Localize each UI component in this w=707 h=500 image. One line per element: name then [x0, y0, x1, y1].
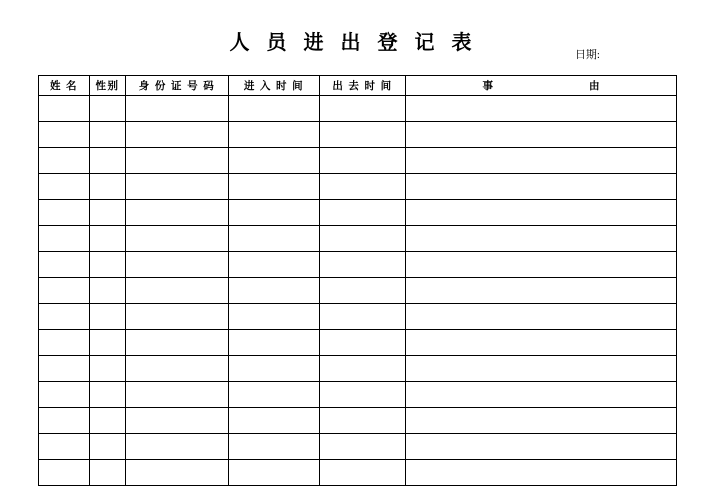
cell-time-out[interactable] [320, 356, 406, 382]
cell-time-in[interactable] [229, 434, 320, 460]
cell-time-in[interactable] [229, 278, 320, 304]
cell-time-in[interactable] [229, 226, 320, 252]
cell-time-in[interactable] [229, 382, 320, 408]
cell-time-out[interactable] [320, 460, 406, 486]
cell-reason[interactable] [406, 252, 677, 278]
cell-reason[interactable] [406, 330, 677, 356]
table-row [39, 122, 677, 148]
cell-name[interactable] [39, 356, 90, 382]
table-row [39, 174, 677, 200]
table-row [39, 148, 677, 174]
cell-name[interactable] [39, 122, 90, 148]
cell-name[interactable] [39, 200, 90, 226]
column-header-time-out: 出 去 时 间 [320, 76, 406, 96]
reason-header-inner [406, 78, 676, 93]
cell-sex[interactable] [90, 382, 126, 408]
cell-time-in[interactable] [229, 252, 320, 278]
table-row [39, 408, 677, 434]
cell-time-in[interactable] [229, 408, 320, 434]
cell-sex[interactable] [90, 330, 126, 356]
cell-time-out[interactable] [320, 304, 406, 330]
registration-table [38, 75, 677, 486]
cell-id-number[interactable] [126, 122, 229, 148]
cell-id-number[interactable] [126, 278, 229, 304]
cell-sex[interactable] [90, 96, 126, 122]
cell-time-out[interactable] [320, 226, 406, 252]
cell-sex[interactable] [90, 252, 126, 278]
table-row [39, 96, 677, 122]
cell-time-in[interactable] [229, 174, 320, 200]
cell-id-number[interactable] [126, 174, 229, 200]
cell-reason[interactable] [406, 304, 677, 330]
cell-sex[interactable] [90, 174, 126, 200]
cell-time-out[interactable] [320, 148, 406, 174]
cell-time-out[interactable] [320, 122, 406, 148]
cell-time-in[interactable] [229, 304, 320, 330]
cell-name[interactable] [39, 174, 90, 200]
table-row [39, 278, 677, 304]
cell-sex[interactable] [90, 434, 126, 460]
column-header-time-in: 进 入 时 间 [229, 76, 320, 96]
cell-time-out[interactable] [320, 252, 406, 278]
cell-id-number[interactable] [126, 148, 229, 174]
column-header-reason-right: 由 [589, 81, 600, 92]
cell-reason[interactable] [406, 226, 677, 252]
cell-id-number[interactable] [126, 408, 229, 434]
cell-id-number[interactable] [126, 330, 229, 356]
cell-id-number[interactable] [126, 382, 229, 408]
column-header-reason-left: 事 [482, 81, 493, 92]
cell-time-in[interactable] [229, 122, 320, 148]
cell-reason[interactable] [406, 148, 677, 174]
table-row [39, 304, 677, 330]
cell-time-out[interactable] [320, 96, 406, 122]
cell-time-in[interactable] [229, 356, 320, 382]
cell-sex[interactable] [90, 226, 126, 252]
cell-sex[interactable] [90, 278, 126, 304]
cell-id-number[interactable] [126, 460, 229, 486]
page-title: 人 员 进 出 登 记 表 [229, 32, 478, 54]
date-label: 日期: [574, 49, 600, 61]
cell-name[interactable] [39, 96, 90, 122]
cell-reason[interactable] [406, 434, 677, 460]
cell-id-number[interactable] [126, 356, 229, 382]
cell-name[interactable] [39, 304, 90, 330]
cell-sex[interactable] [90, 460, 126, 486]
cell-time-in[interactable] [229, 148, 320, 174]
cell-time-out[interactable] [320, 434, 406, 460]
cell-sex[interactable] [90, 408, 126, 434]
cell-id-number[interactable] [126, 96, 229, 122]
cell-time-in[interactable] [229, 330, 320, 356]
table-row [39, 434, 677, 460]
table-header [39, 76, 677, 96]
table-row [39, 252, 677, 278]
cell-reason[interactable] [406, 278, 677, 304]
cell-name[interactable] [39, 460, 90, 486]
cell-name[interactable] [39, 252, 90, 278]
cell-reason[interactable] [406, 200, 677, 226]
cell-name[interactable] [39, 382, 90, 408]
cell-time-out[interactable] [320, 382, 406, 408]
cell-time-out[interactable] [320, 278, 406, 304]
cell-sex[interactable] [90, 122, 126, 148]
cell-name[interactable] [39, 226, 90, 252]
table-header-row [39, 76, 677, 96]
table-row [39, 356, 677, 382]
registration-table-container [38, 75, 670, 486]
cell-sex[interactable] [90, 304, 126, 330]
cell-sex[interactable] [90, 200, 126, 226]
cell-time-in[interactable] [229, 200, 320, 226]
cell-reason[interactable] [406, 356, 677, 382]
cell-time-out[interactable] [320, 330, 406, 356]
cell-time-out[interactable] [320, 408, 406, 434]
cell-reason[interactable] [406, 122, 677, 148]
cell-time-out[interactable] [320, 200, 406, 226]
table-row [39, 330, 677, 356]
cell-name[interactable] [39, 278, 90, 304]
column-header-name: 姓 名 [39, 76, 90, 96]
cell-time-out[interactable] [320, 174, 406, 200]
cell-reason[interactable] [406, 408, 677, 434]
column-header-sex: 性别 [90, 76, 126, 96]
column-header-id-number: 身 份 证 号 码 [126, 76, 229, 96]
cell-reason[interactable] [406, 174, 677, 200]
cell-reason[interactable] [406, 96, 677, 122]
table-row [39, 200, 677, 226]
table-row [39, 382, 677, 408]
cell-time-in[interactable] [229, 460, 320, 486]
table-row [39, 226, 677, 252]
cell-id-number[interactable] [126, 252, 229, 278]
cell-id-number[interactable] [126, 226, 229, 252]
cell-sex[interactable] [90, 356, 126, 382]
table-body [39, 96, 677, 486]
cell-reason[interactable] [406, 382, 677, 408]
cell-reason[interactable] [406, 460, 677, 486]
cell-name[interactable] [39, 434, 90, 460]
cell-id-number[interactable] [126, 434, 229, 460]
column-header-reason [406, 76, 677, 96]
table-row [39, 460, 677, 486]
cell-id-number[interactable] [126, 200, 229, 226]
cell-name[interactable] [39, 148, 90, 174]
cell-name[interactable] [39, 330, 90, 356]
cell-sex[interactable] [90, 148, 126, 174]
cell-id-number[interactable] [126, 304, 229, 330]
cell-time-in[interactable] [229, 96, 320, 122]
cell-name[interactable] [39, 408, 90, 434]
